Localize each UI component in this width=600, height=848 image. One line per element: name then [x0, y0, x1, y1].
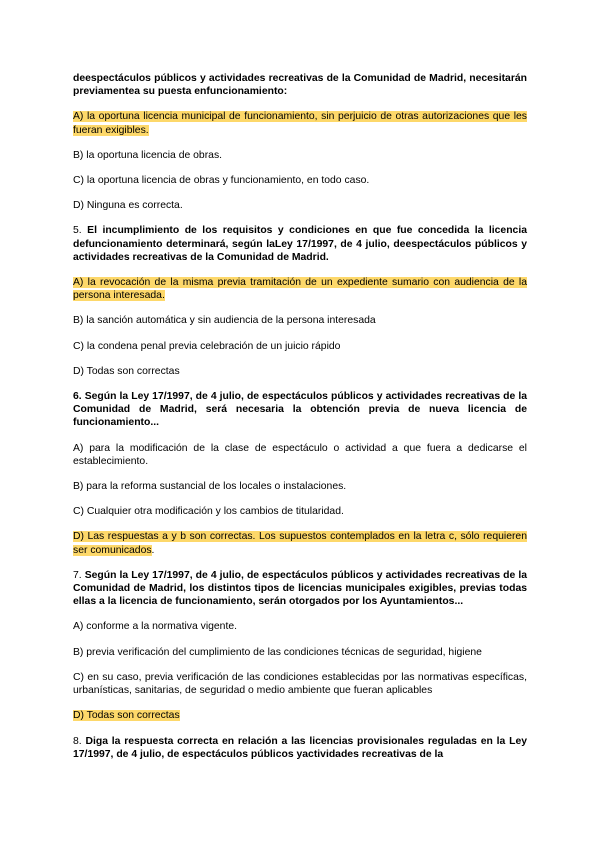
- question-6-option-c: C) Cualquier otra modificación y los cambios de titularidad.: [73, 506, 344, 518]
- question-5-stem: [73, 224, 527, 264]
- question-5-number: 5.: [73, 225, 82, 237]
- question-6-stem: 6. Según la Ley 17/1997, de 4 julio, de espectáculos públicos y actividades recreativas de la Comunidad de Madrid, será necesaria la obtención previa de nueva licencia de funcionamiento...: [73, 391, 527, 429]
- question-5-option-c: C) la condena penal previa celebración de un juicio rápido: [73, 340, 341, 352]
- correct-answer-highlight: D) Las respuestas a y b son correctas. Los supuestos contemplados en la letra c, sólo requieren ser comunicados: [73, 531, 527, 556]
- question-7-text: Según la Ley 17/1997, de 4 julio, de espectáculos públicos y actividades recreativas de la Comunidad de Madrid, los distintos tipos de licencias municipales exigibles, previas todas ellas a la licencia de funcionamiento, serán otorgados por los Ayuntamientos...: [73, 569, 527, 608]
- question-4-option-c: C) la oportuna licencia de obras y funcionamiento, en todo caso.: [73, 175, 370, 187]
- question-6-option-b: B) para la reforma sustancial de los locales o instalaciones.: [73, 481, 347, 493]
- question-4-stem: deespectáculos públicos y actividades recreativas de la Comunidad de Madrid, necesitarán previamentea su puesta enfuncionamiento:: [73, 73, 527, 98]
- question-7-number: 7.: [73, 569, 82, 581]
- question-7-option-a: A) conforme a la normativa vigente.: [73, 621, 238, 633]
- correct-answer-highlight: D) Todas son correctas: [73, 710, 180, 722]
- question-6-option-a: A) para la modificación de la clase de espectáculo o actividad a que fuera a dedicarse el establecimiento.: [73, 442, 527, 467]
- question-5-text: El incumplimiento de los requisitos y condiciones en que fue concedida la licencia defuncionamiento determinará, según laLey 17/1997, de 4 julio, deespectáculos públicos y actividades recreativas de la Comunidad de Madrid.: [73, 225, 528, 263]
- question-7-option-b: B) previa verificación del cumplimiento de las condiciones técnicas de seguridad, higiene: [73, 646, 482, 658]
- question-4-option-b: B) la oportuna licencia de obras.: [73, 149, 223, 161]
- document-page: [73, 72, 527, 761]
- question-8-stem: [73, 735, 527, 761]
- question-7-stem: [73, 569, 527, 609]
- question-4-option-d: D) Ninguna es correcta.: [73, 200, 183, 212]
- question-7-option-d: [73, 709, 527, 722]
- correct-answer-highlight: A) la oportuna licencia municipal de funcionamiento, sin perjuicio de otras autorizaciones que les fueran exigibles.: [73, 111, 527, 136]
- trailing-period: .: [151, 544, 155, 556]
- question-8-text: Diga la respuesta correcta en relación a las licencias provisionales reguladas en la Ley 17/1997, de 4 julio, de espectáculos públicos yactividades recreativas de la: [73, 735, 528, 760]
- question-7-option-c: C) en su caso, previa verificación de las condiciones establecidas por las normativas específicas, urbanísticas, sanitarias, de seguridad o medio ambiente que fueran aplicables: [73, 671, 527, 697]
- question-5-option-a: [73, 276, 527, 302]
- question-5-option-d: D) Todas son correctas: [73, 365, 180, 377]
- question-4-option-a: [73, 110, 527, 136]
- question-6-option-d: [73, 530, 527, 556]
- question-8-number: 8.: [73, 735, 82, 747]
- question-5-option-b: B) la sanción automática y sin audiencia de la persona interesada: [73, 315, 376, 327]
- correct-answer-highlight: A) la revocación de la misma previa tramitación de un expediente sumario con audiencia de la persona interesada.: [73, 277, 527, 302]
